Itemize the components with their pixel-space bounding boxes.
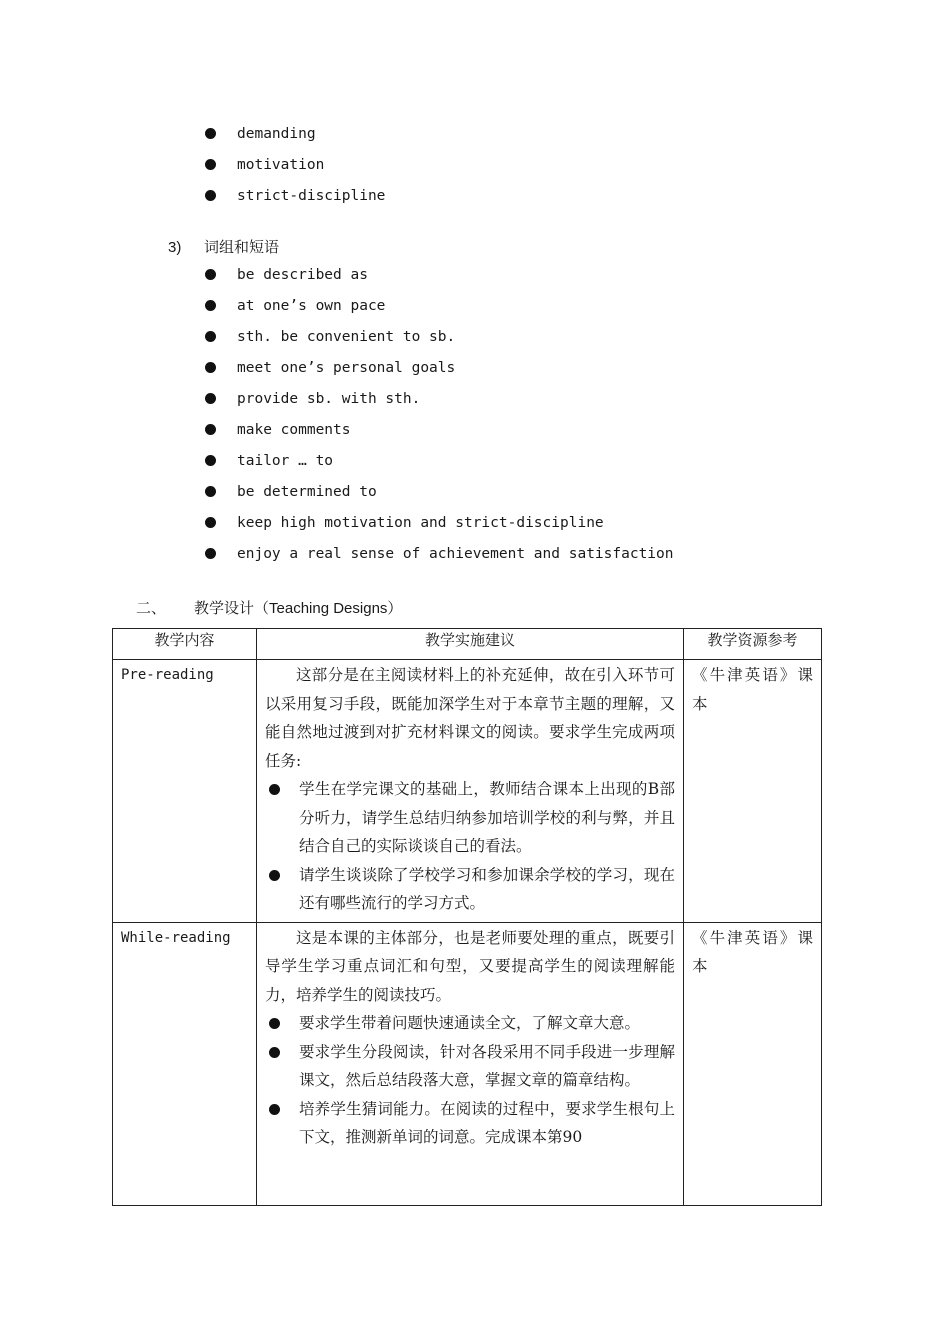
subheading-number: 3) — [168, 239, 182, 256]
bullet-icon — [205, 331, 216, 342]
bullet-icon — [205, 362, 216, 373]
bullet-icon — [205, 455, 216, 466]
stage-cell: Pre-reading — [113, 660, 257, 923]
list-item: be determined to — [200, 481, 674, 512]
list-item: be described as — [200, 264, 674, 295]
stage-cell: While-reading — [113, 922, 257, 1205]
header-resources: 教学资源参考 — [684, 629, 822, 660]
section-title-en: （Teaching Designs） — [254, 600, 403, 617]
list-item: tailor … to — [200, 450, 674, 481]
phrase-list — [200, 264, 674, 574]
list-item: make comments — [200, 419, 674, 450]
section-number: 二、 — [136, 599, 167, 617]
subheading-text: 词组和短语 — [204, 238, 280, 256]
vocabulary-list — [200, 123, 385, 216]
table-row — [113, 660, 822, 923]
table-header-row — [113, 629, 822, 660]
list-item: meet one’s personal goals — [200, 357, 674, 388]
section-heading — [136, 597, 402, 620]
suggestion-intro: 这部分是在主阅读材料上的补充延伸，故在引入环节可以采用复习手段，既能加深学生对于本章节主题的理解，又能自然地过渡到对扩充材料课文的阅读。要求学生完成两项任务: — [265, 666, 675, 770]
suggestion-cell — [257, 922, 684, 1205]
bullet-icon — [269, 1047, 280, 1058]
list-item: at one’s own pace — [200, 295, 674, 326]
suggestion-bullet: 学生在学完课文的基础上，教师结合课本上出现的B部分听力，请学生总结归纳参加培训学校的利与弊，并且结合自己的实际谈谈自己的看法。 — [265, 775, 675, 861]
bullet-icon — [205, 159, 216, 170]
header-content: 教学内容 — [113, 629, 257, 660]
bullet-icon — [269, 1018, 280, 1029]
list-item: keep high motivation and strict-discipline — [200, 512, 674, 543]
section-title-cn: 教学设计 — [194, 599, 255, 617]
bullet-icon — [269, 1104, 280, 1115]
phrases-subheading — [168, 236, 279, 259]
bullet-icon — [205, 424, 216, 435]
list-item: motivation — [200, 154, 385, 185]
bullet-icon — [205, 393, 216, 404]
list-item: enjoy a real sense of achievement and satisfaction — [200, 543, 674, 574]
bullet-icon — [205, 548, 216, 559]
list-item: sth. be convenient to sb. — [200, 326, 674, 357]
suggestion-bullet: 要求学生分段阅读，针对各段采用不同手段进一步理解课文，然后总结段落大意，掌握文章的篇章结构。 — [265, 1038, 675, 1095]
teaching-design-table — [112, 628, 822, 1206]
suggestion-cell — [257, 660, 684, 923]
header-suggestions: 教学实施建议 — [257, 629, 684, 660]
bullet-icon — [269, 784, 280, 795]
bullet-icon — [205, 128, 216, 139]
bullet-icon — [205, 517, 216, 528]
list-item: provide sb. with sth. — [200, 388, 674, 419]
suggestion-bullet: 请学生谈谈除了学校学习和参加课余学校的学习，现在还有哪些流行的学习方式。 — [265, 861, 675, 918]
bullet-icon — [205, 269, 216, 280]
suggestion-bullet: 培养学生猜词能力。在阅读的过程中，要求学生根句上下文，推测新单词的词意。完成课本第90 — [265, 1095, 675, 1152]
bullet-icon — [205, 486, 216, 497]
list-item: strict-discipline — [200, 185, 385, 216]
table-row — [113, 922, 822, 1205]
suggestion-bullet: 要求学生带着问题快速通读全文，了解文章大意。 — [265, 1009, 675, 1038]
bullet-icon — [205, 190, 216, 201]
suggestion-intro: 这是本课的主体部分，也是老师要处理的重点，既要引导学生学习重点词汇和句型，又要提高学生的阅读理解能力，培养学生的阅读技巧。 — [265, 928, 675, 1004]
resource-cell: 《牛津英语》课本 — [684, 660, 822, 923]
bullet-icon — [269, 870, 280, 881]
list-item: demanding — [200, 123, 385, 154]
bullet-icon — [205, 300, 216, 311]
resource-cell: 《牛津英语》课本 — [684, 922, 822, 1205]
